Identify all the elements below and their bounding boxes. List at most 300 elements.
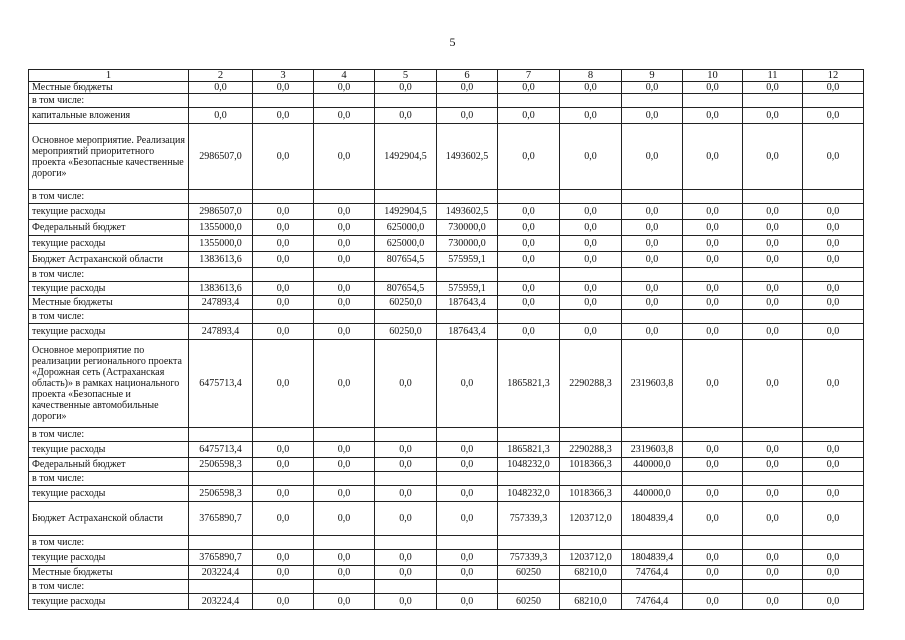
value-cell: 60250 <box>498 566 560 580</box>
value-cell <box>498 428 560 442</box>
value-cell <box>683 428 743 442</box>
table-row <box>29 82 864 94</box>
value-cell: 0,0 <box>560 252 622 268</box>
value-cell <box>683 580 743 594</box>
value-cell: 0,0 <box>743 252 803 268</box>
value-cell: 1865821,3 <box>498 340 560 428</box>
value-cell <box>314 190 375 204</box>
header-cell: 3 <box>253 70 314 82</box>
value-cell: 0,0 <box>743 220 803 236</box>
value-cell: 1804839,4 <box>622 502 683 536</box>
value-cell: 0,0 <box>253 124 314 190</box>
value-cell <box>314 428 375 442</box>
value-cell <box>622 94 683 108</box>
value-cell: 0,0 <box>683 296 743 310</box>
row-label: в том числе: <box>29 580 189 594</box>
value-cell: 1018366,3 <box>560 486 622 502</box>
value-cell <box>560 472 622 486</box>
value-cell: 0,0 <box>683 442 743 458</box>
value-cell <box>560 580 622 594</box>
value-cell: 0,0 <box>498 324 560 340</box>
value-cell: 440000,0 <box>622 486 683 502</box>
page-number: 5 <box>449 35 456 49</box>
table-row <box>29 472 864 486</box>
table-row <box>29 458 864 472</box>
row-label: в том числе: <box>29 536 189 550</box>
table-row <box>29 236 864 252</box>
value-cell <box>622 268 683 282</box>
value-cell: 0,0 <box>683 204 743 220</box>
value-cell: 0,0 <box>683 550 743 566</box>
value-cell: 0,0 <box>375 442 437 458</box>
row-label: Федеральный бюджет <box>29 220 189 236</box>
value-cell: 1018366,3 <box>560 458 622 472</box>
value-cell: 74764,4 <box>622 594 683 610</box>
value-cell: 0,0 <box>803 566 864 580</box>
header-cell: 12 <box>803 70 864 82</box>
value-cell <box>189 580 253 594</box>
value-cell <box>253 428 314 442</box>
value-cell <box>189 428 253 442</box>
value-cell <box>560 310 622 324</box>
value-cell: 0,0 <box>437 108 498 124</box>
value-cell <box>498 190 560 204</box>
header-cell: 1 <box>29 70 189 82</box>
value-cell <box>743 190 803 204</box>
value-cell: 807654,5 <box>375 282 437 296</box>
value-cell <box>622 536 683 550</box>
value-cell <box>560 190 622 204</box>
value-cell: 2506598,3 <box>189 486 253 502</box>
table-row <box>29 340 864 428</box>
value-cell: 0,0 <box>560 124 622 190</box>
value-cell: 757339,3 <box>498 502 560 536</box>
value-cell <box>743 268 803 282</box>
value-cell <box>437 310 498 324</box>
table-row <box>29 282 864 296</box>
table-row <box>29 428 864 442</box>
value-cell: 1493602,5 <box>437 204 498 220</box>
value-cell <box>622 580 683 594</box>
value-cell: 0,0 <box>683 82 743 94</box>
value-cell <box>375 268 437 282</box>
value-cell: 2986507,0 <box>189 204 253 220</box>
value-cell: 0,0 <box>743 282 803 296</box>
header-cell: 7 <box>498 70 560 82</box>
value-cell: 0,0 <box>622 324 683 340</box>
value-cell: 0,0 <box>375 486 437 502</box>
value-cell: 0,0 <box>683 594 743 610</box>
row-label: Бюджет Астраханской области <box>29 502 189 536</box>
row-label: Основное мероприятие. Реализация мероприятий приоритетного проекта «Безопасные качественные дороги» <box>29 124 189 190</box>
value-cell: 0,0 <box>560 204 622 220</box>
value-cell: 0,0 <box>803 594 864 610</box>
value-cell: 0,0 <box>375 566 437 580</box>
value-cell <box>314 268 375 282</box>
value-cell: 0,0 <box>314 442 375 458</box>
value-cell <box>189 536 253 550</box>
value-cell: 0,0 <box>803 296 864 310</box>
value-cell: 0,0 <box>253 82 314 94</box>
value-cell: 440000,0 <box>622 458 683 472</box>
value-cell: 1048232,0 <box>498 486 560 502</box>
value-cell: 0,0 <box>743 236 803 252</box>
row-label: в том числе: <box>29 428 189 442</box>
table-row <box>29 566 864 580</box>
row-label: текущие расходы <box>29 236 189 252</box>
value-cell: 0,0 <box>743 296 803 310</box>
value-cell <box>189 310 253 324</box>
value-cell: 0,0 <box>622 220 683 236</box>
row-label: Федеральный бюджет <box>29 458 189 472</box>
table-row <box>29 268 864 282</box>
table-row <box>29 594 864 610</box>
value-cell <box>743 94 803 108</box>
value-cell: 203224,4 <box>189 566 253 580</box>
budget-table <box>28 69 864 610</box>
value-cell: 6475713,4 <box>189 442 253 458</box>
value-cell: 0,0 <box>622 282 683 296</box>
row-label: текущие расходы <box>29 486 189 502</box>
value-cell: 0,0 <box>253 204 314 220</box>
value-cell <box>314 536 375 550</box>
value-cell: 0,0 <box>437 486 498 502</box>
value-cell: 0,0 <box>253 442 314 458</box>
value-cell: 0,0 <box>253 486 314 502</box>
value-cell <box>437 536 498 550</box>
row-label: текущие расходы <box>29 550 189 566</box>
value-cell: 0,0 <box>437 82 498 94</box>
value-cell: 2290288,3 <box>560 442 622 458</box>
value-cell: 0,0 <box>622 296 683 310</box>
value-cell: 0,0 <box>683 486 743 502</box>
value-cell: 0,0 <box>560 220 622 236</box>
value-cell: 0,0 <box>743 324 803 340</box>
value-cell <box>683 190 743 204</box>
value-cell: 0,0 <box>375 82 437 94</box>
value-cell <box>437 190 498 204</box>
value-cell: 0,0 <box>622 252 683 268</box>
value-cell <box>803 310 864 324</box>
value-cell: 0,0 <box>743 108 803 124</box>
row-label: в том числе: <box>29 310 189 324</box>
value-cell: 757339,3 <box>498 550 560 566</box>
value-cell: 0,0 <box>253 324 314 340</box>
value-cell <box>622 310 683 324</box>
value-cell <box>375 310 437 324</box>
value-cell: 0,0 <box>560 324 622 340</box>
value-cell: 203224,4 <box>189 594 253 610</box>
value-cell: 6475713,4 <box>189 340 253 428</box>
value-cell <box>314 472 375 486</box>
value-cell: 0,0 <box>498 124 560 190</box>
value-cell: 0,0 <box>253 502 314 536</box>
value-cell: 0,0 <box>498 82 560 94</box>
value-cell <box>622 472 683 486</box>
value-cell: 0,0 <box>683 502 743 536</box>
value-cell: 0,0 <box>314 252 375 268</box>
table-row <box>29 502 864 536</box>
value-cell: 68210,0 <box>560 566 622 580</box>
value-cell <box>560 428 622 442</box>
value-cell: 0,0 <box>683 220 743 236</box>
value-cell <box>314 94 375 108</box>
header-cell: 6 <box>437 70 498 82</box>
value-cell <box>683 94 743 108</box>
value-cell <box>803 94 864 108</box>
value-cell: 0,0 <box>314 566 375 580</box>
table-row <box>29 204 864 220</box>
value-cell: 60250,0 <box>375 324 437 340</box>
table-row <box>29 220 864 236</box>
value-cell: 0,0 <box>683 458 743 472</box>
value-cell: 0,0 <box>803 124 864 190</box>
value-cell: 730000,0 <box>437 220 498 236</box>
header-cell: 9 <box>622 70 683 82</box>
value-cell: 0,0 <box>683 124 743 190</box>
table-row <box>29 550 864 566</box>
value-cell: 2319603,8 <box>622 442 683 458</box>
value-cell: 0,0 <box>622 108 683 124</box>
value-cell: 0,0 <box>189 82 253 94</box>
value-cell: 1355000,0 <box>189 220 253 236</box>
table-row <box>29 108 864 124</box>
value-cell <box>375 472 437 486</box>
table-row <box>29 580 864 594</box>
value-cell: 3765890,7 <box>189 550 253 566</box>
value-cell <box>189 268 253 282</box>
value-cell: 1865821,3 <box>498 442 560 458</box>
value-cell <box>683 472 743 486</box>
value-cell: 0,0 <box>314 340 375 428</box>
table-row <box>29 442 864 458</box>
value-cell <box>253 580 314 594</box>
value-cell <box>803 268 864 282</box>
value-cell: 0,0 <box>560 236 622 252</box>
value-cell: 0,0 <box>314 594 375 610</box>
row-label: Местные бюджеты <box>29 296 189 310</box>
value-cell: 0,0 <box>743 502 803 536</box>
value-cell <box>314 310 375 324</box>
row-label: в том числе: <box>29 268 189 282</box>
value-cell <box>803 190 864 204</box>
table-row <box>29 296 864 310</box>
value-cell: 0,0 <box>803 340 864 428</box>
value-cell: 0,0 <box>803 236 864 252</box>
value-cell <box>375 536 437 550</box>
value-cell: 187643,4 <box>437 296 498 310</box>
value-cell: 0,0 <box>375 502 437 536</box>
value-cell: 575959,1 <box>437 282 498 296</box>
value-cell <box>253 94 314 108</box>
value-cell: 0,0 <box>314 236 375 252</box>
value-cell: 0,0 <box>743 458 803 472</box>
value-cell: 0,0 <box>683 340 743 428</box>
value-cell: 1804839,4 <box>622 550 683 566</box>
row-label: Основное мероприятие по реализации регионального проекта «Дорожная сеть (Астраханская область)» в рамках национального проекта «Безопасные и качественные автомобильные дороги» <box>29 340 189 428</box>
value-cell: 0,0 <box>743 204 803 220</box>
value-cell: 0,0 <box>803 252 864 268</box>
value-cell: 1383613,6 <box>189 252 253 268</box>
value-cell: 247893,4 <box>189 324 253 340</box>
value-cell <box>498 94 560 108</box>
value-cell: 0,0 <box>314 324 375 340</box>
value-cell: 0,0 <box>437 566 498 580</box>
value-cell: 0,0 <box>683 282 743 296</box>
value-cell: 2319603,8 <box>622 340 683 428</box>
row-label: текущие расходы <box>29 594 189 610</box>
value-cell: 0,0 <box>314 550 375 566</box>
header-cell: 2 <box>189 70 253 82</box>
table-row <box>29 124 864 190</box>
value-cell <box>253 536 314 550</box>
header-cell: 4 <box>314 70 375 82</box>
value-cell <box>803 472 864 486</box>
value-cell: 0,0 <box>253 296 314 310</box>
value-cell: 0,0 <box>743 486 803 502</box>
row-label: Местные бюджеты <box>29 566 189 580</box>
value-cell: 0,0 <box>683 566 743 580</box>
value-cell: 0,0 <box>803 458 864 472</box>
value-cell: 0,0 <box>803 324 864 340</box>
value-cell: 0,0 <box>622 204 683 220</box>
value-cell: 0,0 <box>743 566 803 580</box>
value-cell: 730000,0 <box>437 236 498 252</box>
value-cell: 2506598,3 <box>189 458 253 472</box>
value-cell: 1492904,5 <box>375 204 437 220</box>
value-cell <box>560 94 622 108</box>
table-row <box>29 324 864 340</box>
value-cell: 0,0 <box>743 442 803 458</box>
value-cell <box>437 94 498 108</box>
value-cell <box>375 580 437 594</box>
value-cell: 0,0 <box>743 594 803 610</box>
value-cell: 2986507,0 <box>189 124 253 190</box>
value-cell <box>437 268 498 282</box>
row-label: текущие расходы <box>29 282 189 296</box>
value-cell <box>560 268 622 282</box>
value-cell <box>375 190 437 204</box>
value-cell <box>803 580 864 594</box>
value-cell: 0,0 <box>683 324 743 340</box>
value-cell: 625000,0 <box>375 220 437 236</box>
value-cell: 0,0 <box>314 82 375 94</box>
header-cell: 5 <box>375 70 437 82</box>
value-cell <box>375 94 437 108</box>
value-cell: 0,0 <box>803 82 864 94</box>
value-cell <box>498 580 560 594</box>
table-row <box>29 486 864 502</box>
value-cell <box>375 428 437 442</box>
value-cell: 0,0 <box>437 442 498 458</box>
value-cell <box>683 536 743 550</box>
row-label: текущие расходы <box>29 442 189 458</box>
row-label: текущие расходы <box>29 324 189 340</box>
value-cell: 3765890,7 <box>189 502 253 536</box>
value-cell: 0,0 <box>375 108 437 124</box>
row-label: текущие расходы <box>29 204 189 220</box>
value-cell: 0,0 <box>314 108 375 124</box>
value-cell <box>189 94 253 108</box>
value-cell: 0,0 <box>253 340 314 428</box>
value-cell: 60250,0 <box>375 296 437 310</box>
value-cell: 0,0 <box>498 204 560 220</box>
value-cell <box>743 580 803 594</box>
value-cell: 0,0 <box>253 594 314 610</box>
value-cell: 0,0 <box>803 282 864 296</box>
value-cell: 0,0 <box>437 550 498 566</box>
value-cell: 625000,0 <box>375 236 437 252</box>
value-cell: 1203712,0 <box>560 502 622 536</box>
row-label: капитальные вложения <box>29 108 189 124</box>
value-cell <box>189 190 253 204</box>
value-cell: 0,0 <box>437 458 498 472</box>
value-cell: 0,0 <box>683 236 743 252</box>
value-cell: 0,0 <box>743 550 803 566</box>
value-cell <box>253 268 314 282</box>
value-cell: 0,0 <box>803 442 864 458</box>
header-cell: 11 <box>743 70 803 82</box>
value-cell <box>743 536 803 550</box>
value-cell <box>683 310 743 324</box>
value-cell <box>743 428 803 442</box>
value-cell: 0,0 <box>743 124 803 190</box>
value-cell: 1048232,0 <box>498 458 560 472</box>
value-cell: 0,0 <box>560 296 622 310</box>
value-cell: 0,0 <box>803 108 864 124</box>
value-cell: 1203712,0 <box>560 550 622 566</box>
value-cell: 0,0 <box>314 124 375 190</box>
value-cell: 0,0 <box>803 220 864 236</box>
value-cell: 0,0 <box>375 340 437 428</box>
value-cell: 0,0 <box>253 252 314 268</box>
value-cell: 0,0 <box>437 502 498 536</box>
value-cell: 0,0 <box>622 82 683 94</box>
row-label: Бюджет Астраханской области <box>29 252 189 268</box>
row-label: Местные бюджеты <box>29 82 189 94</box>
value-cell: 0,0 <box>375 594 437 610</box>
value-cell <box>437 472 498 486</box>
value-cell: 0,0 <box>253 108 314 124</box>
value-cell <box>560 536 622 550</box>
row-label: в том числе: <box>29 472 189 486</box>
value-cell <box>437 580 498 594</box>
value-cell: 0,0 <box>803 486 864 502</box>
value-cell: 0,0 <box>560 108 622 124</box>
value-cell <box>743 472 803 486</box>
value-cell: 0,0 <box>622 124 683 190</box>
value-cell: 0,0 <box>253 220 314 236</box>
value-cell: 68210,0 <box>560 594 622 610</box>
value-cell: 0,0 <box>314 282 375 296</box>
value-cell <box>683 268 743 282</box>
value-cell: 0,0 <box>803 204 864 220</box>
value-cell: 0,0 <box>683 108 743 124</box>
value-cell: 0,0 <box>498 296 560 310</box>
value-cell: 1355000,0 <box>189 236 253 252</box>
value-cell: 0,0 <box>253 458 314 472</box>
value-cell: 0,0 <box>803 502 864 536</box>
value-cell: 0,0 <box>803 550 864 566</box>
value-cell: 0,0 <box>314 486 375 502</box>
table-row <box>29 310 864 324</box>
value-cell: 0,0 <box>375 550 437 566</box>
value-cell <box>498 310 560 324</box>
value-cell: 0,0 <box>498 236 560 252</box>
value-cell <box>498 268 560 282</box>
value-cell: 2290288,3 <box>560 340 622 428</box>
value-cell: 0,0 <box>253 236 314 252</box>
